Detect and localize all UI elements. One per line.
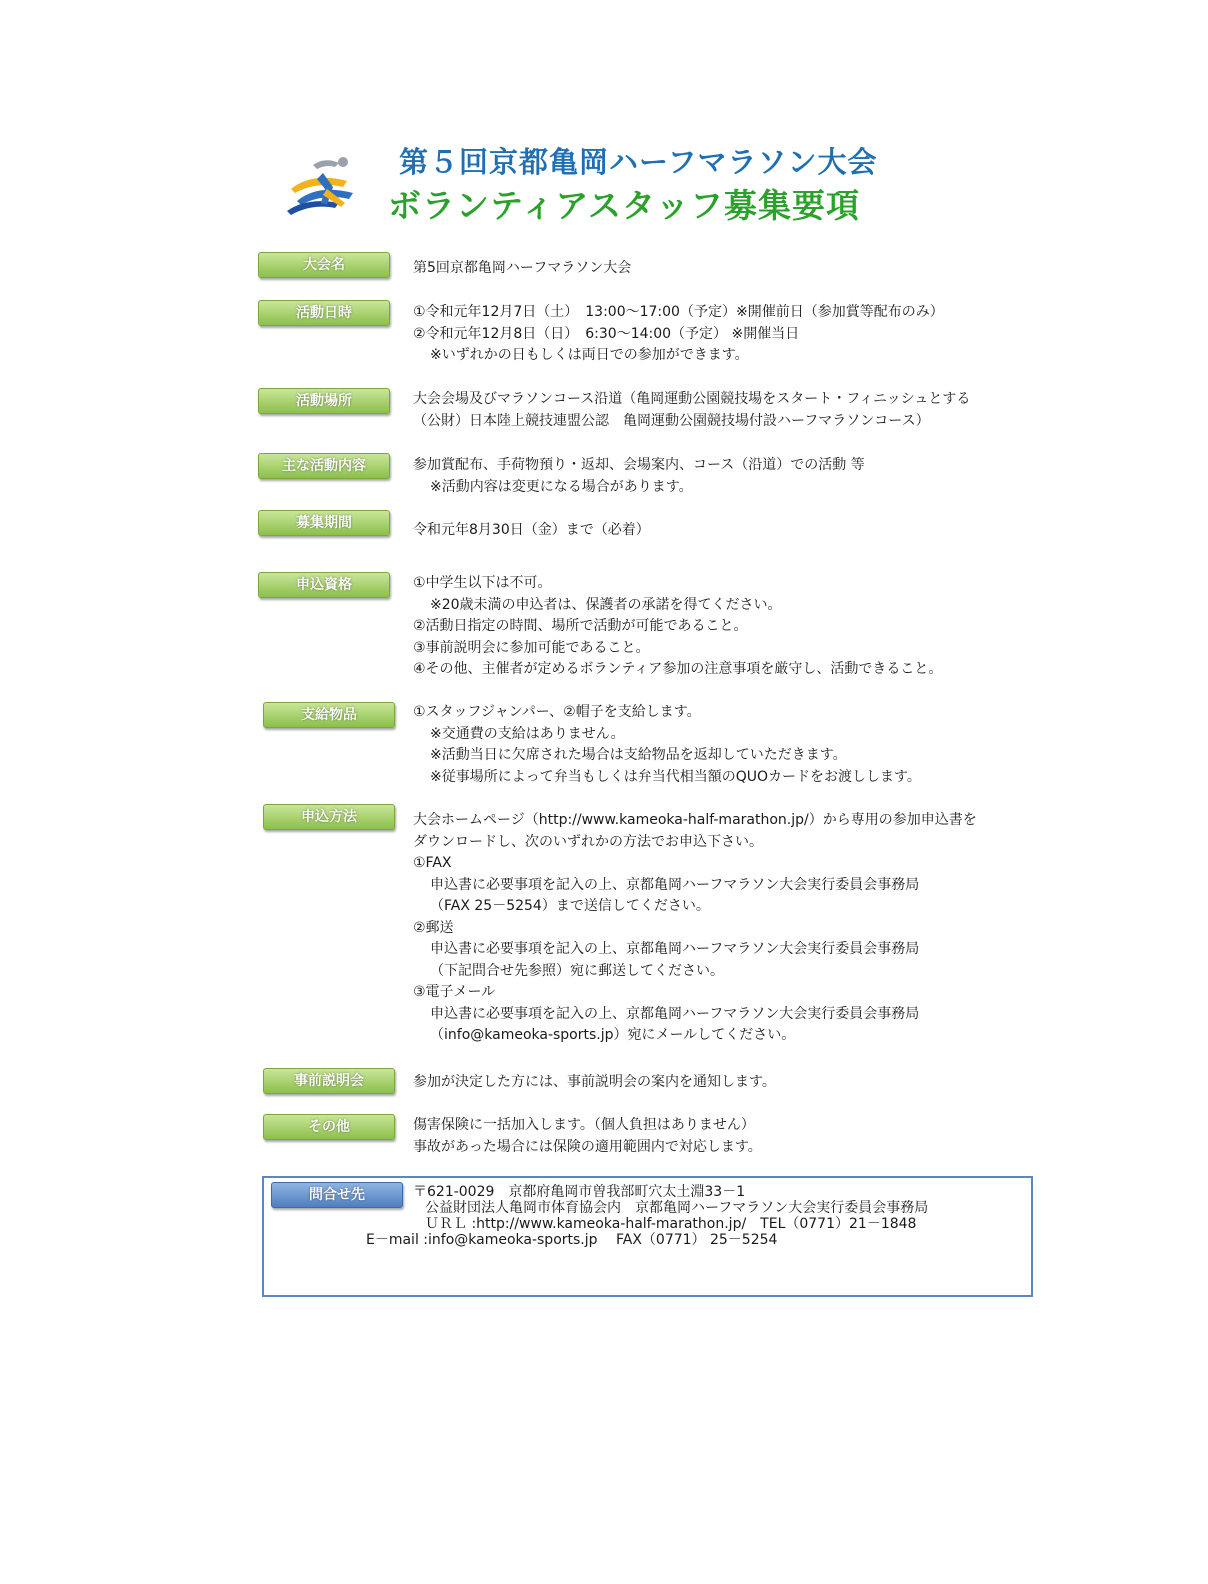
label-activity-dates: 活動日時 — [258, 300, 390, 326]
label-supplies: 支給物品 — [263, 702, 395, 728]
event-name-text: 第5回京都亀岡ハーフマラソン大会 — [413, 260, 632, 276]
page-title-line2: ボランティアスタッフ募集要項 — [388, 186, 861, 225]
contact-email-fax: E－mail :info@kameoka-sports.jp FAX（0771） 25－5254 — [366, 1232, 778, 1248]
label-other: その他 — [263, 1114, 395, 1140]
apply-method-text: 大会ホームページ（http://www.kameoka-half-marathon.jp/）から専用の参加申込書を ダウンロードし、次のいずれかの方法でお申込下さい。 ①FAX 申込書に必要事項を記入の上、京都亀岡ハーフマラソン大会実行委員会事務局 （FAX 25－5254）まで送信してください。 ②郵送 申込書に必要事項を記入の上、京都亀岡ハーフマラソン大会実行委員会事務局 （下記問合せ先参照）宛に郵送してください。 ③電子メール 申込書に必要事項を記入の上、京都亀岡ハーフマラソン大会実行委員会事務局 （info@kameoka-sports.jp）宛にメールしてください。 — [413, 812, 977, 1043]
activity-place-text: 大会会場及びマラソンコース沿道（亀岡運動公園競技場をスタート・フィニッシュとする （公財）日本陸上競技連盟公認 亀岡運動公園競技場付設ハーフマラソンコース） — [413, 391, 971, 429]
briefing-text: 参加が決定した方には、事前説明会の案内を通知します。 — [413, 1074, 776, 1090]
label-briefing: 事前説明会 — [263, 1068, 395, 1094]
contact-organization: 公益財団法人亀岡市体育協会内 京都亀岡ハーフマラソン大会実行委員会事務局 — [425, 1200, 929, 1216]
qualification-text: ①中学生以下は不可。 ※20歳未満の申込者は、保護者の承諾を得てください。 ②活動日指定の時間、場所で活動が可能であること。 ③事前説明会に参加可能であること。 ④その他、主催者が定めるボランティア参加の注意事項を厳守し、活動できること。 — [413, 575, 943, 677]
supplies-text: ①スタッフジャンパー、②帽子を支給します。 ※交通費の支給はありません。 ※活動当日に欠席された場合は支給物品を返却していただきます。 ※従事場所によって弁当もしくは弁当代相当額のQUOカードをお渡しします。 — [413, 704, 921, 785]
label-contact: 問合せ先 — [271, 1182, 403, 1208]
label-recruit-period: 募集期間 — [258, 510, 390, 536]
contact-address: 〒621-0029 京都府亀岡市曽我部町穴太土淵33－1 — [413, 1184, 746, 1200]
other-text: 傷害保険に一括加入します。（個人負担はありません） 事故があった場合には保険の適用範囲内で対応します。 — [413, 1117, 762, 1155]
label-activity-content: 主な活動内容 — [258, 453, 390, 479]
contact-url-tel: ＵＲＬ :http://www.kameoka-half-marathon.jp/ TEL（0771）21－1848 — [425, 1216, 917, 1232]
label-activity-place: 活動場所 — [258, 388, 390, 414]
label-event-name: 大会名 — [258, 252, 390, 278]
label-qualification: 申込資格 — [258, 572, 390, 598]
activity-dates-text: ①令和元年12月7日（土） 13:00～17:00（予定）※開催前日（参加賞等配布のみ） ②令和元年12月8日（日） 6:30～14:00（予定） ※開催当日 ※いずれかの日もしくは両日での参加ができます。 — [413, 304, 944, 363]
activity-content-text: 参加賞配布、手荷物預り・返却、会場案内、コース（沿道）での活動 等 ※活動内容は変更になる場合があります。 — [413, 457, 865, 495]
page-title-line1: 第５回京都亀岡ハーフマラソン大会 — [399, 145, 878, 179]
recruit-period-text: 令和元年8月30日（金）まで（必着） — [413, 522, 650, 538]
runner-logo-icon — [283, 153, 363, 223]
label-apply-method: 申込方法 — [263, 804, 395, 830]
